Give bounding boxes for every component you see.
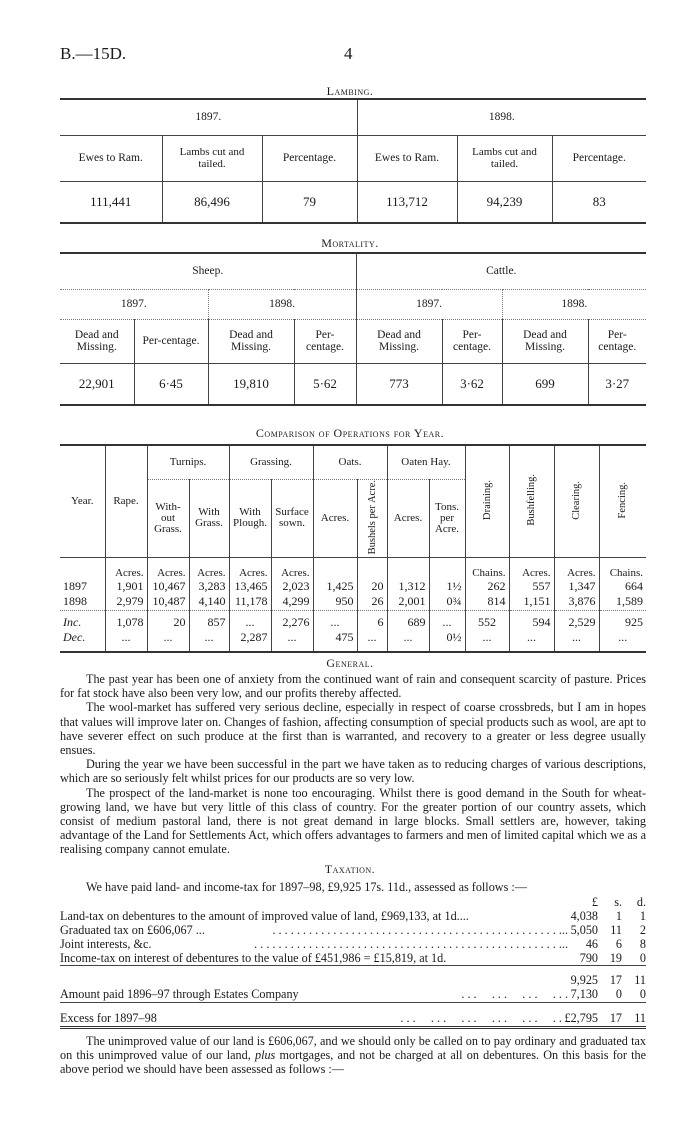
shillings: 6	[615, 937, 622, 951]
lambing-value: 86,496	[162, 181, 262, 223]
col-tons: Tons. per Acre.	[429, 479, 465, 557]
cell: 664	[599, 579, 646, 594]
cell: 0½	[429, 630, 465, 652]
mortality-year: 1898.	[502, 289, 646, 319]
closing-emphasis: plus	[254, 1048, 276, 1063]
lambing-value: 113,712	[357, 181, 457, 223]
mortality-value: 5·62	[294, 363, 356, 405]
cell: 20	[147, 610, 189, 630]
cell: 0¾	[429, 594, 465, 610]
col-bushfelling: Bushfelling.	[526, 474, 537, 526]
paragraph: The prospect of the land-market is none too encouraging. Whilst there is good demand in the South for wheat-growing land, we have but very little of this class of country. For the greater portion of our country assets, which consist of medium pastoral land, there is not great demand in large blocks. Small settlers are, however, taking advantage of the Land for Settlements Act, which offers advantages to farmers and men of limited capital which we as a realising company cannot emulate.	[60, 785, 646, 857]
cell: ...	[599, 630, 646, 652]
col-with-grass: With Grass.	[189, 479, 229, 557]
lambing-year-1898: 1898.	[357, 99, 646, 135]
pence: 0	[639, 951, 646, 965]
pounds: 9,925	[570, 973, 598, 987]
cell: 2,276	[271, 610, 313, 630]
mortality-year: 1897.	[356, 289, 502, 319]
shillings: 17	[609, 973, 622, 987]
lambing-value: 79	[262, 181, 357, 223]
mortality-title: Mortality.	[321, 236, 379, 250]
paragraph: The wool-market has suffered very serious decline, especially in respect of coarse crossbreds, but I am in hopes that values will improve later on. Changes of fashion, affecting consumption of special products such as wool, are apt to have severer effect on such produce at the first than is warranted, and recovery to a greater or less degree usually ensues.	[60, 700, 646, 758]
pence: 0	[639, 987, 646, 1001]
shillings: 0	[615, 987, 622, 1001]
lambing-table	[60, 98, 646, 224]
col-surface-sown: Surface sown.	[271, 479, 313, 557]
row-dec: Dec.	[63, 630, 86, 645]
col-hay-acres: Acres.	[387, 479, 429, 557]
cell: 594	[509, 610, 554, 630]
cell: 1½	[429, 579, 465, 594]
closing-text: The unimproved value of our land is £606,067, and we should only be called on to pay ordinary and graduated tax on this unimproved value of our land,	[60, 1034, 646, 1063]
col-ewes-to-ram: Ewes to Ram.	[78, 152, 143, 164]
cell: 950	[313, 594, 357, 610]
mortality-year: 1898.	[208, 289, 356, 319]
tax-item-label: Excess for 1897–98	[60, 1011, 157, 1025]
col-oats-acres: Acres.	[313, 479, 357, 557]
unit: Chains.	[465, 557, 509, 579]
pence: 11	[634, 973, 646, 987]
cell: 2,023	[271, 579, 313, 594]
taxation-title: Taxation.	[324, 862, 376, 876]
col-percentage: Per-centage.	[134, 319, 208, 363]
col-percentage: Per-centage.	[442, 319, 502, 363]
cell: 1,901	[105, 579, 147, 594]
tax-item: Joint interests, &c. . . . . . . . . . . . . . . . . . . . . . . . . . . . . . . . . . . . . . . . . . . . . . . . . . . ... 46 6 8	[60, 937, 646, 951]
cell: 3,876	[554, 594, 599, 610]
col-turnips: Turnips.	[147, 445, 229, 479]
cell: 1,312	[387, 579, 429, 594]
col-percentage: Per-centage.	[588, 319, 646, 363]
pence: 2	[639, 923, 646, 937]
col-percentage: Percentage.	[552, 135, 646, 181]
cell: 475	[313, 630, 357, 652]
operations-table	[60, 444, 646, 653]
cell: ...	[189, 630, 229, 652]
cell: 262	[465, 579, 509, 594]
shillings: 19	[609, 951, 622, 965]
table-row	[60, 594, 646, 610]
lambing-year-1897: 1897.	[60, 99, 357, 135]
group-cattle: Cattle.	[356, 253, 646, 289]
shillings-head: s.	[614, 895, 622, 909]
cell: ...	[229, 610, 271, 630]
page-number: 4	[344, 44, 353, 63]
lambing-value: 111,441	[90, 193, 132, 209]
pence: 11	[634, 1011, 646, 1025]
cell: 2,001	[387, 594, 429, 610]
cell: 2,979	[105, 594, 147, 610]
pounds: 7,130	[570, 987, 598, 1001]
row-year: 1897	[63, 579, 87, 594]
cell: 1,347	[554, 579, 599, 594]
lambing-value: 83	[552, 181, 646, 223]
col-dead-missing: Dead and Missing.	[502, 319, 588, 363]
col-lambs-cut: Lambs cut and tailed.	[162, 135, 262, 181]
mortality-year: 1897.	[120, 298, 147, 310]
cell: ...	[105, 630, 147, 652]
tax-item: Graduated tax on £606,067 ... . . . . . . . . . . . . . . . . . . . . . . . . . . . . . . . . . . . . . . . . . . . . . . . ... 5,050 11 2	[60, 923, 646, 937]
taxation-intro: We have paid land- and income-tax for 1897–98, £9,925 17s. 11d., assessed as follows :—	[86, 880, 527, 894]
taxation-closing	[60, 1034, 646, 1077]
unit: Chains.	[599, 557, 646, 579]
col-dead-missing: Dead and Missing.	[208, 319, 294, 363]
col-bushels: Bushels per Acre.	[366, 479, 378, 554]
cell: 4,140	[189, 594, 229, 610]
table-row	[60, 630, 646, 652]
col-without-grass: With-out Grass.	[147, 479, 189, 557]
closing-text: mortgages, and not be charged at all on debentures. On this basis for the above period we should have been assessed as follows :—	[60, 1048, 646, 1077]
tax-item-label: Land-tax on debentures to the amount of improved value of land, £969,133, at 1d....	[60, 909, 469, 923]
unit: Acres.	[271, 557, 313, 579]
tax-item-label: Income-tax on interest of debentures to the value of £451,986 = £15,819, at 1d.	[60, 951, 447, 965]
cell: 13,465	[229, 579, 271, 594]
cell: 1,425	[313, 579, 357, 594]
general-title: General.	[326, 656, 374, 670]
pounds-head: £	[591, 895, 598, 909]
mortality-table	[60, 252, 646, 406]
cell: ...	[147, 630, 189, 652]
tax-item	[60, 951, 646, 966]
pence: 8	[639, 937, 646, 951]
shillings: 17	[609, 1011, 622, 1025]
col-draining: Draining.	[481, 479, 493, 520]
cell: ...	[357, 630, 387, 652]
cell: 10,487	[147, 594, 189, 610]
cell: ...	[554, 630, 599, 652]
cell: 20	[357, 579, 387, 594]
row-year: 1898	[63, 594, 87, 609]
pounds: £2,795	[564, 1011, 598, 1025]
col-rape: Rape.	[105, 445, 147, 557]
cell: 857	[189, 610, 229, 630]
cell: 1,078	[105, 610, 147, 630]
general-text	[60, 672, 646, 857]
unit: Acres.	[229, 557, 271, 579]
paragraph: During the year we have been successful in the part we have taken as to reducing charges of various descriptions, which are so seriously felt whilst prices for our products are so very low.	[60, 757, 646, 786]
cell: 1,151	[509, 594, 554, 610]
table-row	[60, 579, 646, 594]
pence: 1	[639, 909, 646, 923]
col-oats: Oats.	[313, 445, 387, 479]
cell: 1,589	[599, 594, 646, 610]
tax-item	[60, 909, 646, 923]
unit: Acres.	[105, 557, 147, 579]
cell: 2,529	[554, 610, 599, 630]
cell: 11,178	[229, 594, 271, 610]
col-clearing: Clearing.	[571, 480, 582, 520]
mortality-value: 19,810	[208, 363, 294, 405]
lambing-value: 94,239	[457, 181, 552, 223]
cell: ...	[429, 610, 465, 630]
lambing-title: Lambing.	[326, 84, 374, 98]
unit: Acres.	[554, 557, 599, 579]
tax-previous: Amount paid 1896–97 through Estates Company . . . . . . . . . . . . 7,130 0 0	[60, 987, 646, 1001]
tax-item-label: Graduated tax on £606,067 ...	[60, 923, 205, 937]
col-year: Year.	[60, 445, 105, 557]
cell: ...	[387, 630, 429, 652]
mortality-value: 6·45	[134, 363, 208, 405]
unit: Acres.	[189, 557, 229, 579]
cell: ...	[271, 630, 313, 652]
cell: 557	[509, 579, 554, 594]
pounds: 4,038	[570, 909, 598, 923]
mortality-value: 773	[356, 363, 442, 405]
group-sheep: Sheep.	[60, 253, 356, 289]
operations-title: Comparison of Operations for Year.	[255, 426, 445, 440]
col-fencing: Fencing.	[617, 481, 629, 519]
pounds: 46	[585, 937, 598, 951]
pounds: 790	[579, 951, 598, 965]
unit: Acres.	[509, 557, 554, 579]
cell: 6	[357, 610, 387, 630]
cell: 26	[357, 594, 387, 610]
cell: ...	[509, 630, 554, 652]
mortality-value: 3·27	[588, 363, 646, 405]
mortality-value: 3·62	[442, 363, 502, 405]
shillings: 11	[610, 923, 622, 937]
cell: 4,299	[271, 594, 313, 610]
shillings: 1	[615, 909, 622, 923]
cell: 2,287	[229, 630, 271, 652]
col-percentage: Percentage.	[262, 135, 357, 181]
cell: ...	[313, 610, 357, 630]
unit: Acres.	[147, 557, 189, 579]
pence-head: d.	[636, 895, 646, 909]
cell: 10,467	[147, 579, 189, 594]
tax-subtotal	[60, 973, 646, 987]
col-oaten-hay: Oaten Hay.	[387, 445, 465, 479]
table-row	[60, 610, 646, 630]
col-percentage: Per-centage.	[294, 319, 356, 363]
cell: 689	[387, 610, 429, 630]
cell: 552	[465, 610, 509, 630]
col-ewes-to-ram: Ewes to Ram.	[357, 135, 457, 181]
col-dead-missing: Dead and Missing.	[74, 329, 119, 353]
cell: 3,283	[189, 579, 229, 594]
cell: ...	[465, 630, 509, 652]
row-inc: Inc.	[63, 615, 82, 630]
col-lambs-cut: Lambs cut and tailed.	[457, 135, 552, 181]
col-with-plough: With Plough.	[229, 479, 271, 557]
mortality-value: 22,901	[78, 375, 115, 391]
mortality-value: 699	[502, 363, 588, 405]
paragraph: The past year has been one of anxiety from the continued want of rain and consequent scarcity of pasture. Prices for fat stock have also been very low, and our profits thereby affected.	[60, 672, 646, 701]
col-dead-missing: Dead and Missing.	[356, 319, 442, 363]
cell: 814	[465, 594, 509, 610]
pounds: 5,050	[570, 923, 598, 937]
tax-item-label: Amount paid 1896–97 through Estates Company	[60, 987, 299, 1001]
cell: 925	[599, 610, 646, 630]
document-reference: B.—15D.	[60, 44, 127, 63]
col-grassing: Grassing.	[229, 445, 313, 479]
tax-item-label: Joint interests, &c.	[60, 937, 152, 951]
tax-excess: Excess for 1897–98 . . . . . . . . . . . . . . . . . . £2,795 17 11	[60, 1011, 646, 1029]
